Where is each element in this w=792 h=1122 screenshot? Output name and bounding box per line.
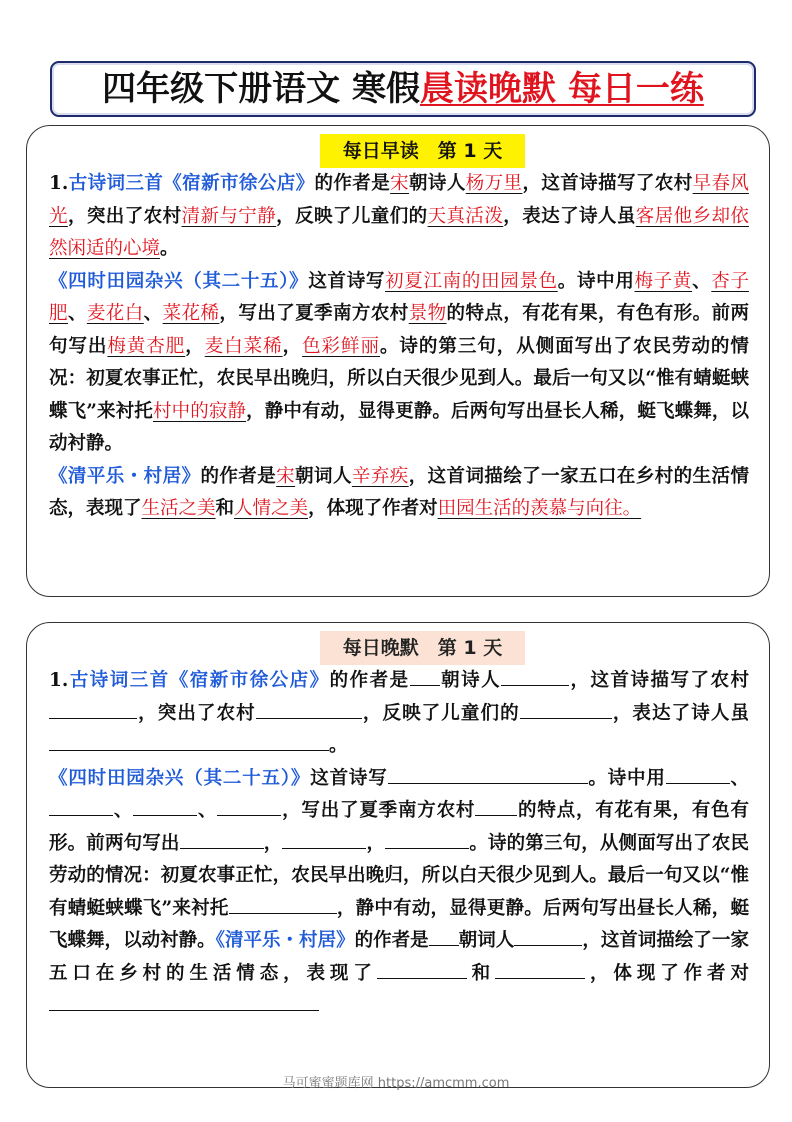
morning-reading-card <box>26 125 770 597</box>
title-part1: 四年级下册语文 寒假 <box>102 69 420 109</box>
blank-line[interactable] <box>410 665 440 686</box>
text: ，表达了诗人虽 <box>503 205 636 227</box>
answer: 客居他乡却依然闲适的心境 <box>49 205 749 259</box>
blank-line[interactable] <box>217 795 281 816</box>
text: 的特点，有花有果，有色有形。前两句写出 <box>49 303 749 357</box>
text: 的特点，有花有果，有色有形。前两句写出 <box>49 800 749 854</box>
text: ，这首词描绘了一家五口在乡村的生活情态，表现了 <box>49 930 749 984</box>
answer: 杏子肥 <box>49 270 749 324</box>
text: 的作者是 <box>354 930 429 951</box>
answer: 辛弃疾 <box>351 465 409 487</box>
text: 和 <box>466 962 496 984</box>
evening-para-1 <box>49 665 749 763</box>
text: ，静中有动，显得更静。后两句写出昼长人稀，蜓飞蝶舞，以动衬静。 <box>49 400 749 454</box>
answer: 田园生活的羡慕与向往。 <box>437 498 642 519</box>
answer: 色彩鲜丽 <box>302 335 380 357</box>
blank-line[interactable] <box>377 958 467 979</box>
text: ，体现了作者对 <box>308 498 438 519</box>
text: 朝诗人 <box>439 670 502 691</box>
answer: 天真活泼 <box>427 205 504 227</box>
blank-line[interactable] <box>180 828 264 849</box>
text: 。 <box>329 735 348 756</box>
text: ，反映了儿童们的 <box>361 702 520 724</box>
text: 。诗的第三句，从侧面写出了农民劳动的情况：初夏农事正忙，农民早出晚归，所以白天很少见到人。最后一句又以“惟有蜻蜓蛱蝶飞”来衬托 <box>49 832 749 919</box>
text: 1. <box>49 173 69 194</box>
text: ，这首诗描写了农村 <box>569 670 749 691</box>
text: ，突出了农村 <box>67 205 182 227</box>
answer: 杨万里 <box>465 173 523 194</box>
text: ， <box>185 335 205 357</box>
answer: 菜花稀 <box>162 303 220 324</box>
answer: 初夏江南的田园景色 <box>385 270 558 292</box>
text: ，突出了农村 <box>137 702 256 724</box>
blank-line[interactable] <box>49 990 319 1011</box>
morning-para-1 <box>49 168 749 266</box>
poem-title: 《清平乐・村居》 <box>49 465 201 487</box>
text: 的作者是 <box>329 670 410 691</box>
text: 的作者是 <box>200 465 277 487</box>
text: ，这首词描绘了一家五口在乡村的生活情态，表现了 <box>49 465 749 519</box>
text: 这首诗写 <box>308 270 386 292</box>
answer: 清新与宁静 <box>181 205 277 227</box>
blank-line[interactable] <box>520 698 612 719</box>
poem-title: 《宿新市徐公店》 <box>163 173 315 194</box>
text: 。诗中用 <box>587 767 666 789</box>
blank-line[interactable] <box>495 958 585 979</box>
evening-para-2 <box>49 763 749 1023</box>
evening-content <box>49 665 749 1023</box>
blank-line[interactable] <box>429 925 459 946</box>
text: 、 <box>143 303 163 324</box>
text: ，静中有动，显得更静。后两句写出昼长人稀，蜓飞蝶舞，以动衬静。 <box>49 897 749 951</box>
blank-line[interactable] <box>133 795 197 816</box>
blank-line[interactable] <box>666 763 730 784</box>
text: ，反映了儿童们的 <box>276 205 428 227</box>
answer: 宋 <box>390 173 410 194</box>
answer: 早春风光 <box>49 173 749 227</box>
title-part2: 晨读晚默 每日一练 <box>420 69 704 109</box>
answer: 麦白菜稀 <box>204 335 283 357</box>
answer: 梅子黄 <box>634 270 693 292</box>
text: ，写出了夏季南方农村 <box>281 800 476 821</box>
poem-heading: 古诗词三首 <box>68 173 164 194</box>
poem-heading: 古诗词三首 <box>68 670 170 691</box>
text: ，这首诗描写了农村 <box>522 173 693 194</box>
blank-line[interactable] <box>256 698 362 719</box>
answer: 村中的寂静 <box>152 400 247 422</box>
text: 。诗中用 <box>557 270 635 292</box>
text: ， <box>263 832 283 854</box>
morning-para-2 <box>49 266 749 461</box>
answer: 梅黄杏肥 <box>107 335 186 357</box>
answer: 生活之美 <box>141 498 216 519</box>
text: 朝诗人 <box>409 173 466 194</box>
evening-tag: 每日晚默 第 1 天 <box>320 631 525 665</box>
text: 这首诗写 <box>310 767 388 789</box>
footer-watermark: 马可蜜蜜题库网 https://amcmm.com <box>282 1076 510 1091</box>
text: ，写出了夏季南方农村 <box>219 303 409 324</box>
answer: 人情之美 <box>234 498 309 519</box>
blank-line[interactable] <box>388 763 588 784</box>
blank-line[interactable] <box>514 925 582 946</box>
page-title <box>52 63 754 115</box>
text: 朝词人 <box>295 465 352 487</box>
text: 、 <box>692 270 712 292</box>
title-box <box>50 61 756 117</box>
answer: 景物 <box>408 303 447 324</box>
text: 、 <box>729 767 749 789</box>
text: 、 <box>67 303 87 324</box>
text: 1. <box>49 670 69 691</box>
text: 、 <box>113 800 134 821</box>
text: 。诗的第三句，从侧面写出了农民劳动的情况：初夏农事正忙，农民早出晚归，所以白天很少见到人。最后一句又以“惟有蜻蜓蛱蝶飞”来衬托 <box>49 335 749 422</box>
morning-para-3 <box>49 461 749 526</box>
text: 、 <box>197 800 218 821</box>
evening-dictation-card <box>26 622 770 1088</box>
text: 的作者是 <box>314 173 391 194</box>
morning-tag: 每日早读 第 1 天 <box>320 134 525 168</box>
blank-line[interactable] <box>475 795 517 816</box>
poem-title: 《宿新市徐公店》 <box>169 670 330 691</box>
blank-line[interactable] <box>49 698 137 719</box>
text: ，体现了作者对 <box>585 962 749 984</box>
text: 和 <box>215 498 235 519</box>
poem-title: 《四时田园杂兴（其二十五）》 <box>49 270 309 292</box>
poem-title: 《四时田园杂兴（其二十五）》 <box>49 767 311 789</box>
blank-line[interactable] <box>49 730 329 751</box>
text: ， <box>282 335 303 357</box>
blank-line[interactable] <box>385 828 469 849</box>
text: ，表达了诗人虽 <box>611 702 749 724</box>
text: 。 <box>160 238 179 259</box>
blank-line[interactable] <box>282 828 366 849</box>
answer: 宋 <box>276 465 296 487</box>
morning-content <box>49 168 749 526</box>
poem-title: 《清平乐・村居》 <box>215 930 355 951</box>
text: ， <box>366 832 386 854</box>
blank-line[interactable] <box>49 795 113 816</box>
answer: 麦花白 <box>86 303 144 324</box>
text: 朝词人 <box>458 930 515 951</box>
blank-line[interactable] <box>229 893 337 914</box>
blank-line[interactable] <box>501 665 569 686</box>
